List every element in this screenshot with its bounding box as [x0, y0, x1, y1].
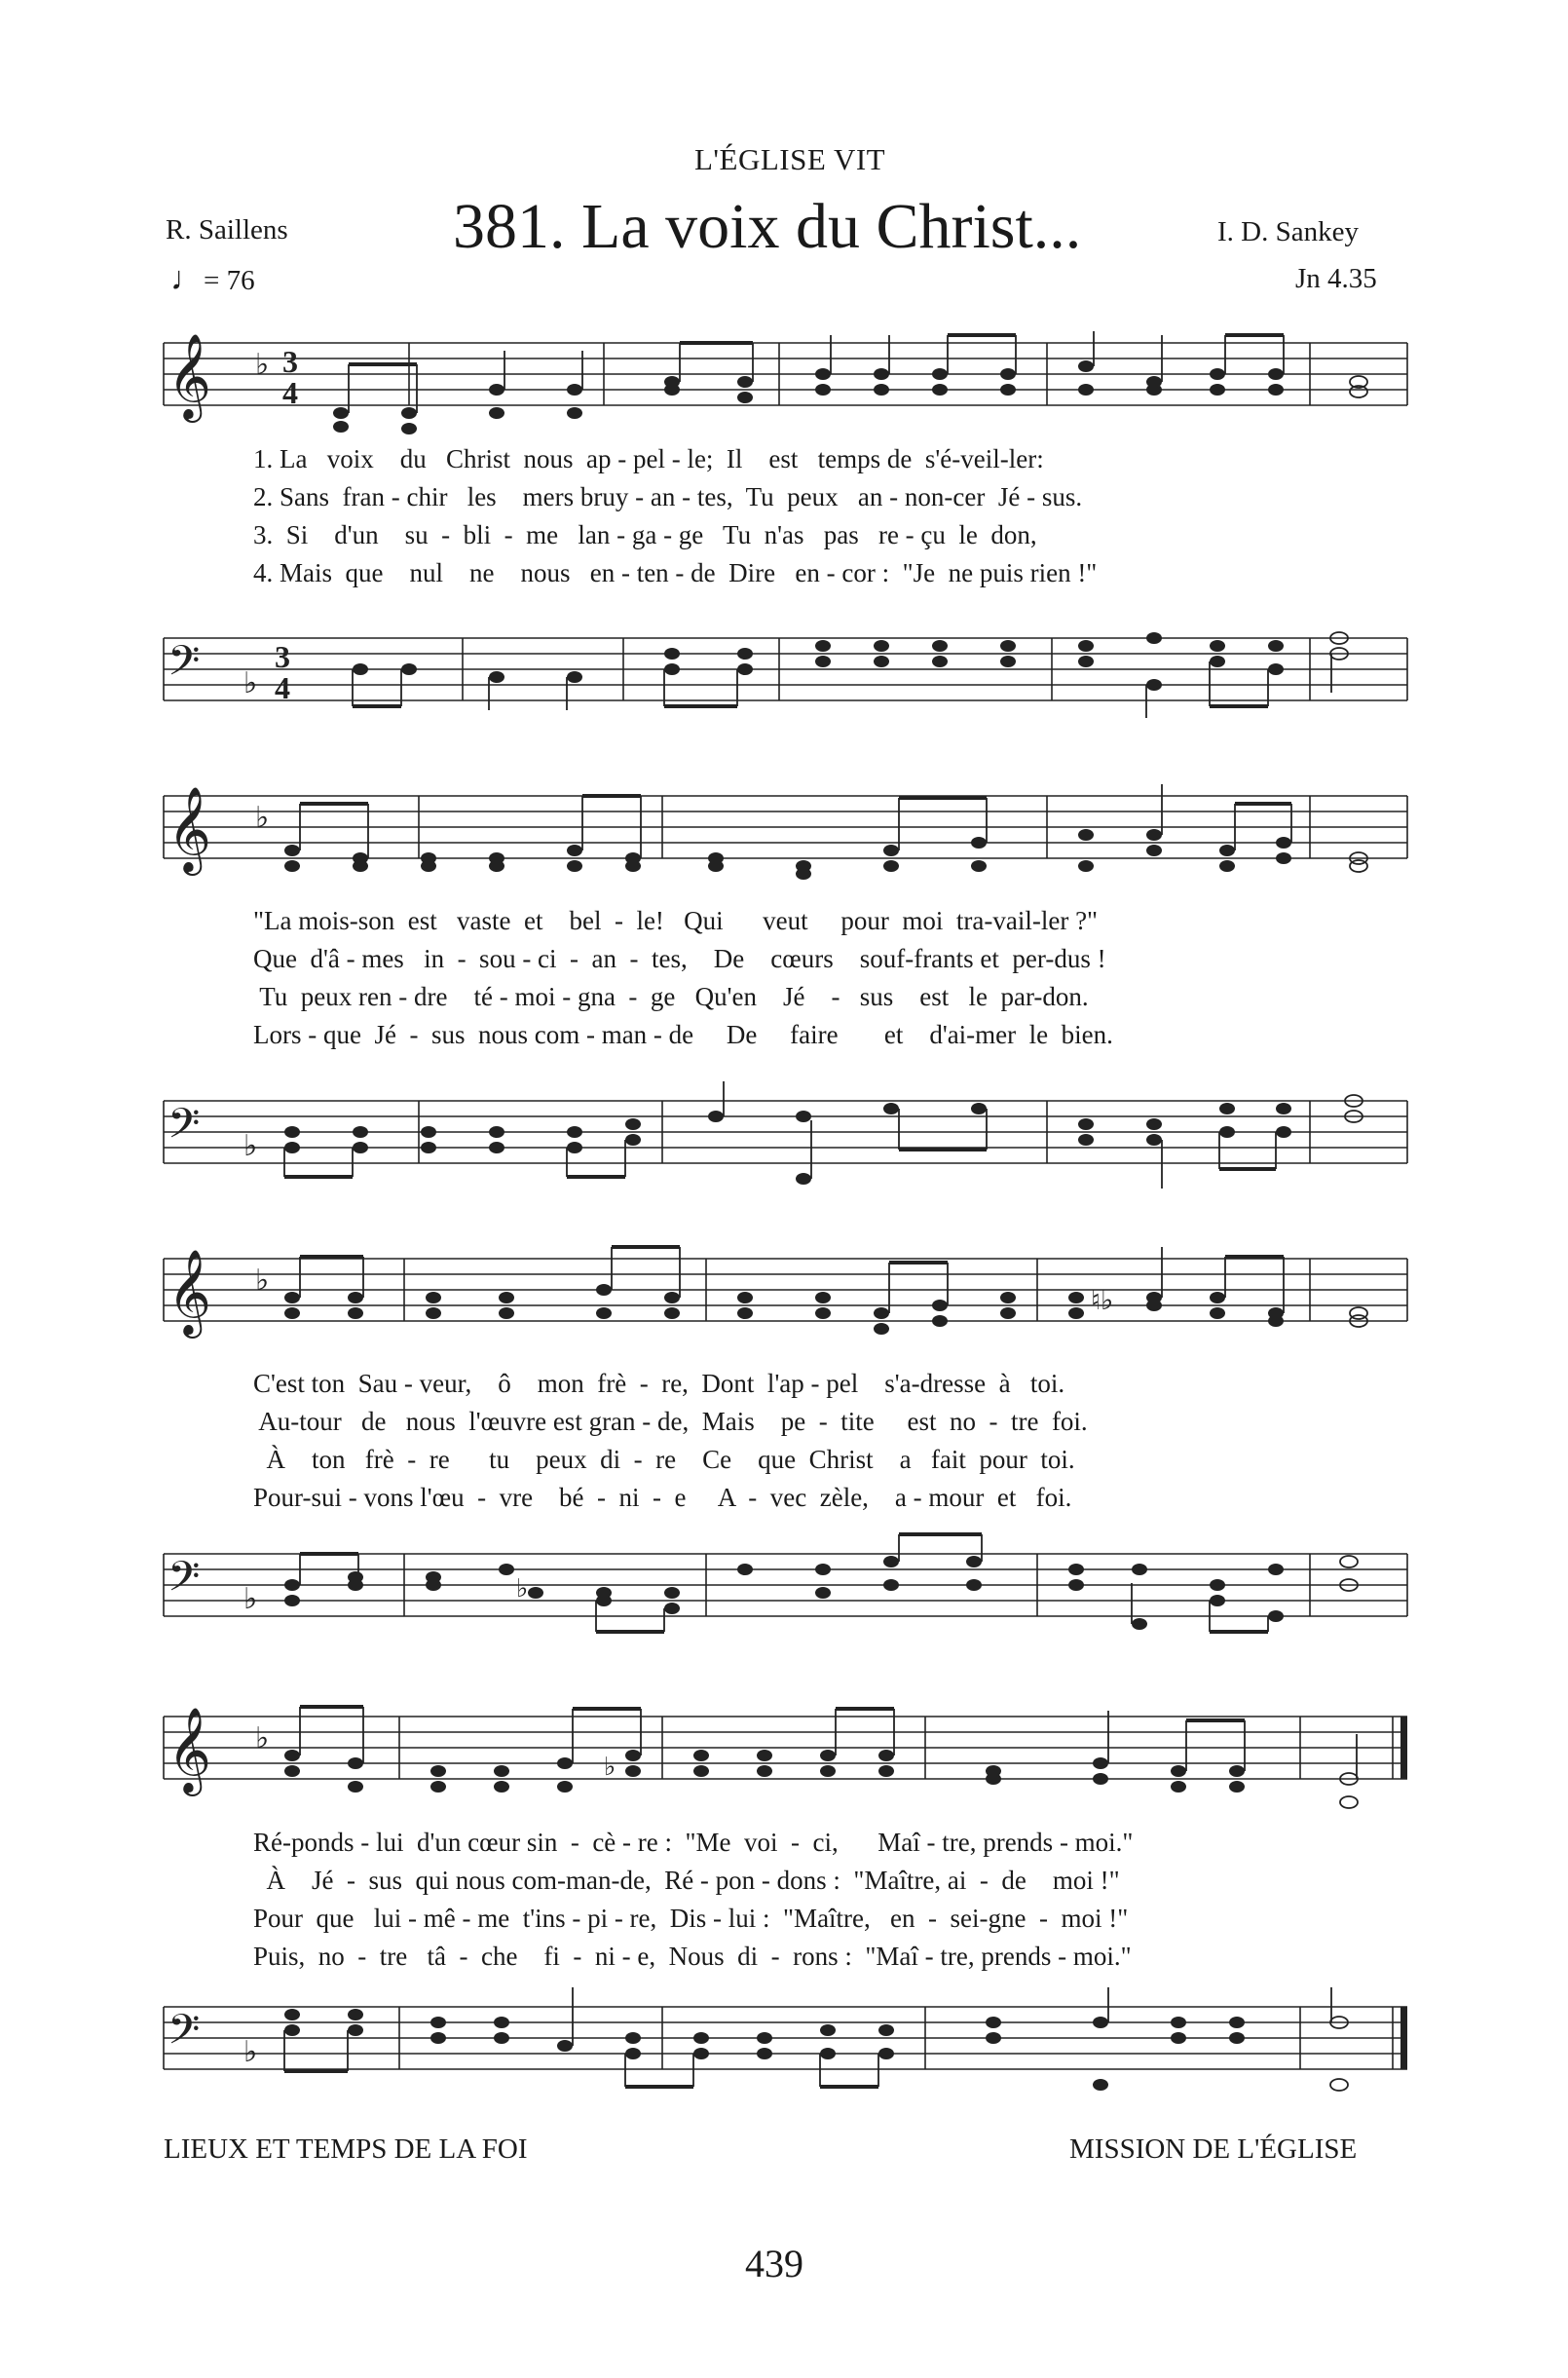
tempo-value: = 76 [204, 265, 255, 296]
verse-3-line: Tu peux ren - dre té - moi - gna - ge Qu'en Jé - sus est le par-don. [253, 982, 1089, 1011]
svg-text:𝄞: 𝄞 [168, 785, 211, 872]
svg-text:♭: ♭ [516, 1574, 529, 1604]
verse-4-line: Lors - que Jé - sus nous com - man - de De faire et d'ai-mer le bien. [253, 1020, 1113, 1049]
treble-staff-system-4 [0, 1695, 1568, 1822]
verse-2-line: 2. Sans fran - chir les mers bruy - an - tes, Tu peux an - non-cer Jé - sus. [253, 482, 1083, 511]
svg-text:4: 4 [282, 375, 298, 410]
verse-1-line: "La mois-son est vaste et bel - le! Qui veut pour moi tra-vail-ler ?" [253, 906, 1099, 935]
hymn-title: 381. La voix du Christ... [453, 191, 1082, 262]
bass-staff-system-3 [0, 1525, 1568, 1651]
svg-text:♭: ♭ [255, 801, 270, 835]
bass-staff-system-1 [0, 609, 1568, 736]
quarter-note-icon: ♩ [170, 261, 204, 297]
verse-1-line: Ré-ponds - lui d'un cœur sin - cè - re : "Me voi - ci, Maî - tre, prends - moi." [253, 1828, 1134, 1857]
svg-text:♭: ♭ [255, 348, 270, 382]
verse-3-line: À ton frè - re tu peux di - re Ce que Christ a fait pour toi. [253, 1445, 1075, 1474]
verse-4-line: Pour-sui - vons l'œu - vre bé - ni - e A - vec zèle, a - mour et foi. [253, 1483, 1072, 1512]
verse-3-line: Pour que lui - mê - me t'ins - pi - re, Dis - lui : "Maître, en - sei-gne - moi !" [253, 1904, 1129, 1933]
tempo-marking [170, 261, 255, 298]
scripture-reference: Jn 4.35 [1295, 263, 1377, 294]
treble-staff-system-3 [0, 1237, 1568, 1364]
verse-3-line: 3. Si d'un su - bli - me lan - ga - ge Tu n'as pas re - çu le don, [253, 520, 1037, 549]
svg-text:♮♭: ♮♭ [1091, 1284, 1114, 1316]
verse-2-line: À Jé - sus qui nous com-man-de, Ré - pon - dons : "Maître, ai - de moi !" [253, 1866, 1120, 1895]
lyrics-system-4 [253, 1828, 1402, 1983]
composer-name: I. D. Sankey [1217, 216, 1359, 247]
svg-text:♭: ♭ [243, 666, 258, 700]
bass-staff-system-2 [0, 1072, 1568, 1198]
verse-1-line: 1. La voix du Christ nous ap - pel - le; Il est temps de s'é-veil-ler: [253, 444, 1044, 473]
svg-text:♭: ♭ [243, 1129, 258, 1163]
treble-staff-system-2 [0, 774, 1568, 901]
svg-text:𝄢: 𝄢 [168, 2006, 201, 2064]
lyrics-system-1 [253, 444, 1402, 600]
lyricist-name: R. Saillens [166, 214, 288, 245]
verse-1-line: C'est ton Sau - veur, ô mon frè - re, Dont l'ap - pel s'a-dresse à toi. [253, 1369, 1065, 1398]
page-number: 439 [745, 2242, 803, 2285]
svg-text:𝄞: 𝄞 [168, 332, 211, 419]
svg-text:♭: ♭ [243, 1582, 258, 1616]
treble-staff-system-1 [0, 321, 1568, 448]
svg-text:𝄢: 𝄢 [168, 637, 201, 696]
svg-text:𝄢: 𝄢 [168, 1553, 201, 1611]
svg-text:𝄞: 𝄞 [168, 1706, 211, 1793]
svg-text:3: 3 [282, 344, 298, 379]
svg-text:♭: ♭ [243, 2035, 258, 2069]
svg-text:4: 4 [275, 670, 290, 705]
verse-4-line: 4. Mais que nul ne nous en - ten - de Dire en - cor : "Je ne puis rien !" [253, 558, 1098, 587]
footer-right-category: MISSION DE L'ÉGLISE [1069, 2133, 1358, 2165]
svg-text:3: 3 [275, 639, 290, 674]
lyrics-system-3 [253, 1369, 1402, 1525]
verse-2-line: Que d'â - mes in - sou - ci - an - tes, De cœurs souf-frants et per-dus ! [253, 944, 1106, 973]
footer-left-category: LIEUX ET TEMPS DE LA FOI [164, 2133, 528, 2165]
svg-text:♭: ♭ [604, 1753, 616, 1782]
svg-text:♭: ♭ [255, 1721, 270, 1755]
verse-4-line: Puis, no - tre tâ - che fi - ni - e, Nous di - rons : "Maî - tre, prends - moi." [253, 1942, 1132, 1971]
svg-text:𝄢: 𝄢 [168, 1100, 201, 1158]
hymnal-section-title: L'ÉGLISE VIT [694, 142, 886, 176]
svg-text:𝄞: 𝄞 [168, 1248, 211, 1335]
svg-text:♭: ♭ [255, 1264, 270, 1298]
lyrics-system-2 [253, 906, 1402, 1062]
verse-2-line: Au-tour de nous l'œuvre est gran - de, Mais pe - tite est no - tre foi. [253, 1407, 1088, 1436]
bass-staff-system-4 [0, 1978, 1568, 2104]
